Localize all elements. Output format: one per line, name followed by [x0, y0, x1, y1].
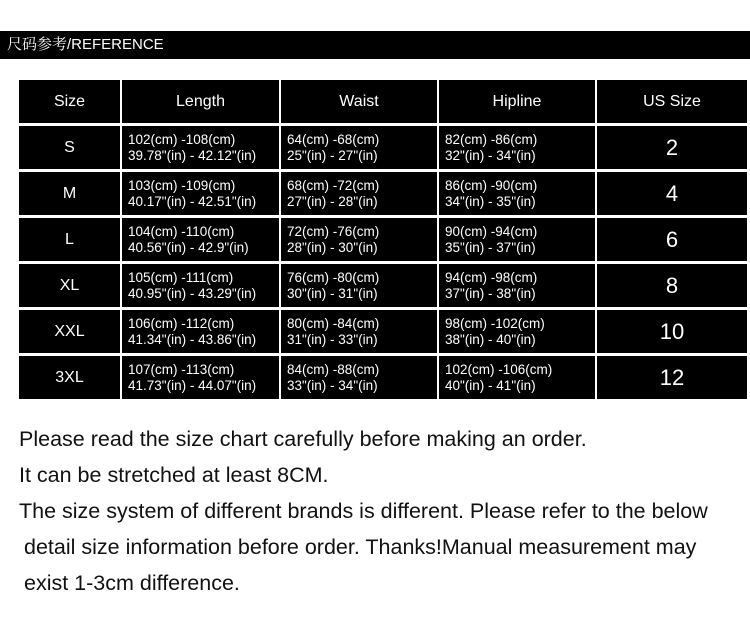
table-row — [19, 172, 747, 215]
length-in: 39.78"(in) - 42.12"(in) — [128, 147, 257, 163]
waist-cell — [281, 172, 437, 215]
hipline-cell — [439, 126, 595, 169]
length-cell — [122, 218, 279, 261]
reference-header-bar — [0, 31, 750, 59]
us-size-cell: 10 — [597, 310, 747, 353]
hipline-cm: 82(cm) -86(cm) — [445, 131, 538, 147]
waist-cm: 72(cm) -76(cm) — [287, 223, 380, 239]
length-cm: 106(cm) -112(cm) — [128, 315, 235, 331]
waist-cell — [281, 310, 437, 353]
waist-in: 25"(in) - 27"(in) — [287, 147, 378, 163]
length-cell — [122, 126, 279, 169]
waist-cm: 64(cm) -68(cm) — [287, 131, 380, 147]
us-size-cell: 6 — [597, 218, 747, 261]
waist-in: 33"(in) - 34"(in) — [287, 377, 378, 393]
length-cm: 107(cm) -113(cm) — [128, 361, 235, 377]
hipline-cm: 98(cm) -102(cm) — [445, 315, 545, 331]
us-size-cell: 12 — [597, 356, 747, 399]
length-cm: 102(cm) -108(cm) — [128, 131, 236, 147]
us-size-cell: 4 — [597, 172, 747, 215]
note-line: The size system of different brands is different. Please refer to the below — [19, 499, 708, 523]
note-line: It can be stretched at least 8CM. — [19, 463, 329, 487]
column-header-us-size: US Size — [597, 80, 747, 123]
length-cm: 105(cm) -111(cm) — [128, 269, 234, 285]
hipline-cm: 90(cm) -94(cm) — [445, 223, 538, 239]
table-row — [19, 218, 747, 261]
table-row — [19, 264, 747, 307]
length-in: 41.73"(in) - 44.07"(in) — [128, 377, 257, 393]
size-cell: XL — [19, 264, 120, 307]
hipline-in: 32"(in) - 34"(in) — [445, 147, 536, 163]
us-size-cell: 8 — [597, 264, 747, 307]
table-row — [19, 310, 747, 353]
hipline-cm: 94(cm) -98(cm) — [445, 269, 538, 285]
length-in: 40.56"(in) - 42.9"(in) — [128, 239, 249, 255]
table-row — [19, 126, 747, 169]
hipline-in: 37"(in) - 38"(in) — [445, 285, 536, 301]
waist-cm: 76(cm) -80(cm) — [287, 269, 380, 285]
column-header-size: Size — [19, 80, 120, 123]
note-line: Please read the size chart carefully before making an order. — [19, 427, 587, 451]
waist-cell — [281, 126, 437, 169]
note-line: detail size information before order. Thanks!Manual measurement may — [24, 535, 697, 559]
waist-cm: 84(cm) -88(cm) — [287, 361, 380, 377]
size-cell: XXL — [19, 310, 120, 353]
reference-title: 尺码参考/REFERENCE — [7, 36, 164, 53]
waist-in: 30"(in) - 31"(in) — [287, 285, 378, 301]
us-size-cell: 2 — [597, 126, 747, 169]
size-chart-table — [17, 77, 749, 402]
length-in: 40.17"(in) - 42.51"(in) — [128, 193, 257, 209]
size-cell: 3XL — [19, 356, 120, 399]
column-header-waist: Waist — [281, 80, 437, 123]
length-cell — [122, 264, 279, 307]
column-header-length: Length — [122, 80, 279, 123]
table-header-row — [19, 80, 747, 123]
size-cell: L — [19, 218, 120, 261]
hipline-in: 40"(in) - 41"(in) — [445, 377, 536, 393]
length-in: 40.95"(in) - 43.29"(in) — [128, 285, 257, 301]
hipline-cell — [439, 356, 595, 399]
waist-cm: 68(cm) -72(cm) — [287, 177, 380, 193]
hipline-cell — [439, 218, 595, 261]
hipline-cm: 86(cm) -90(cm) — [445, 177, 538, 193]
hipline-cell — [439, 310, 595, 353]
waist-cm: 80(cm) -84(cm) — [287, 315, 380, 331]
hipline-in: 38"(in) - 40"(in) — [445, 331, 536, 347]
note-line: exist 1-3cm difference. — [24, 571, 240, 595]
size-notes — [19, 421, 744, 601]
waist-in: 31"(in) - 33"(in) — [287, 331, 378, 347]
hipline-cell — [439, 264, 595, 307]
hipline-in: 35"(in) - 37"(in) — [445, 239, 536, 255]
size-cell: S — [19, 126, 120, 169]
length-cm: 103(cm) -109(cm) — [128, 177, 236, 193]
length-cell — [122, 172, 279, 215]
waist-in: 28"(in) - 30"(in) — [287, 239, 378, 255]
waist-cell — [281, 218, 437, 261]
waist-cell — [281, 356, 437, 399]
column-header-hipline: Hipline — [439, 80, 595, 123]
waist-cell — [281, 264, 437, 307]
table-row — [19, 356, 747, 399]
length-cell — [122, 356, 279, 399]
size-cell: M — [19, 172, 120, 215]
hipline-in: 34"(in) - 35"(in) — [445, 193, 536, 209]
waist-in: 27"(in) - 28"(in) — [287, 193, 378, 209]
length-cell — [122, 310, 279, 353]
length-cm: 104(cm) -110(cm) — [128, 223, 235, 239]
hipline-cell — [439, 172, 595, 215]
length-in: 41.34"(in) - 43.86"(in) — [128, 331, 257, 347]
hipline-cm: 102(cm) -106(cm) — [445, 361, 553, 377]
